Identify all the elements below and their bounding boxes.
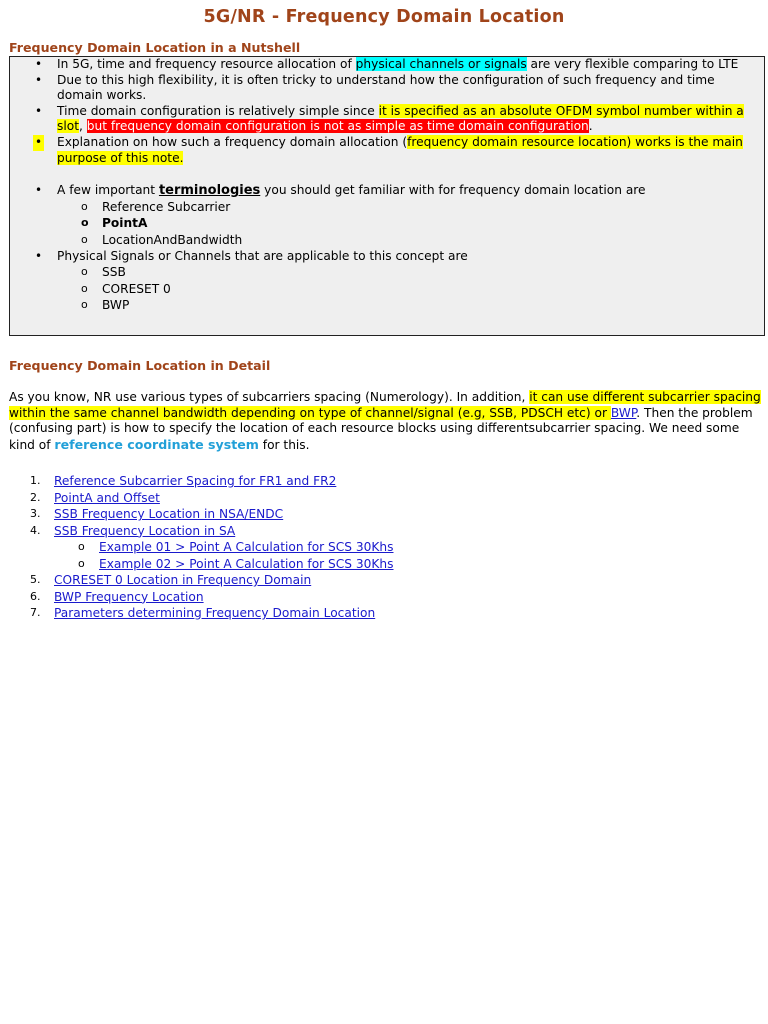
nutshell-list (10, 57, 764, 314)
toc-link[interactable]: SSB Frequency Location in NSA/ENDC (54, 507, 284, 521)
term-item: o PointA (57, 215, 764, 232)
list-item (10, 57, 764, 73)
channel-item: o CORESET 0 (57, 281, 764, 298)
toc-subitem (54, 539, 394, 556)
toc-item (0, 605, 394, 622)
toc-number: 2. (30, 490, 41, 504)
text: In 5G, time and frequency resource allocation of (57, 57, 356, 71)
highlight-yellow: frequency domain resource location) works is the main purpose of this note. (57, 134, 743, 165)
toc-subitem (54, 556, 394, 573)
term-item: o Reference Subcarrier (57, 199, 764, 216)
toc-link[interactable]: CORESET 0 Location in Frequency Domain (54, 573, 312, 587)
toc-link[interactable]: SSB Frequency Location in SA (54, 523, 236, 538)
terminologies-emphasis: terminologies (158, 183, 261, 199)
toc-number: 7. (30, 606, 41, 619)
toc-sublist (54, 539, 394, 572)
channels-list (57, 264, 764, 314)
toc-number: 3. (30, 507, 41, 520)
toc-item (0, 589, 394, 606)
toc-number: 5. (30, 573, 41, 586)
text: Explanation on how such a frequency domain allocation ( (57, 134, 408, 149)
list-item (10, 104, 764, 135)
toc-number: 6. (30, 589, 41, 603)
reference-coordinate-emphasis: reference coordinate system (54, 436, 259, 452)
table-of-contents (0, 473, 394, 622)
toc-sublink[interactable]: Example 02 > Point A Calculation for SCS 30Khs (99, 556, 394, 571)
text: , (78, 119, 87, 134)
toc-item (0, 572, 394, 589)
channel-item: o SSB (57, 264, 764, 281)
text: A few important (57, 183, 159, 198)
nutshell-heading: Frequency Domain Location in a Nutshell (9, 40, 301, 55)
terms-list (57, 199, 764, 249)
text: Physical Signals or Channels that are applicable to this concept are (57, 248, 468, 263)
toc-item (0, 490, 394, 507)
text: . Then the problem (confusing part) is how to specify the location of each resource blocks using differentsubcarrier spacing. We need some kind of (9, 405, 753, 452)
bwp-link[interactable]: BWP (610, 405, 637, 420)
nutshell-box (9, 56, 765, 336)
highlight-red: but frequency domain configuration is not as simple as time domain configuration (86, 119, 589, 134)
page-title: 5G/NR - Frequency Domain Location (203, 7, 565, 27)
list-item: • Due to this high flexibility, it is often tricky to understand how the configuration of such frequency and time domain works. (10, 73, 764, 104)
text: As you know, NR use various types of subcarriers spacing (Numerology). In addition, (9, 390, 530, 404)
toc-sublink[interactable]: Example 01 > Point A Calculation for SCS 30Khs (99, 540, 394, 554)
toc-link[interactable]: PointA and Offset (54, 490, 160, 505)
highlight-cyan: physical channels or signals (355, 57, 527, 71)
toc-link[interactable]: BWP Frequency Location (54, 589, 204, 604)
channel-item: o BWP (57, 297, 764, 314)
term-item: o LocationAndBandwidth (57, 232, 764, 249)
detail-paragraph (9, 390, 761, 453)
toc-link[interactable]: Parameters determining Frequency Domain Location (54, 606, 376, 620)
text: you should get familiar with for frequency domain location are (260, 183, 646, 198)
detail-heading: Frequency Domain Location in Detail (9, 358, 271, 373)
toc-item (0, 473, 394, 490)
text: . (588, 119, 593, 134)
text: for this. (258, 437, 310, 452)
text: are very flexible comparing to LTE (526, 57, 739, 71)
highlight-yellow: it is specified as an absolute OFDM symbol number within a slot (57, 103, 744, 134)
list-item (10, 135, 764, 166)
toc-number: 4. (30, 523, 41, 537)
highlight-yellow: it can use different subcarrier spacing within the same channel bandwidth depending on type of channel/signal (e.g, SSB, PDSCH etc) or (9, 390, 761, 420)
text: Time domain configuration is relatively simple since (57, 103, 379, 118)
toc-link[interactable]: Reference Subcarrier Spacing for FR1 and FR2 (54, 474, 337, 488)
toc-number: 1. (30, 474, 41, 487)
toc-item (0, 523, 394, 573)
list-item (10, 249, 764, 314)
toc-item (0, 506, 394, 523)
list-item (10, 183, 764, 248)
